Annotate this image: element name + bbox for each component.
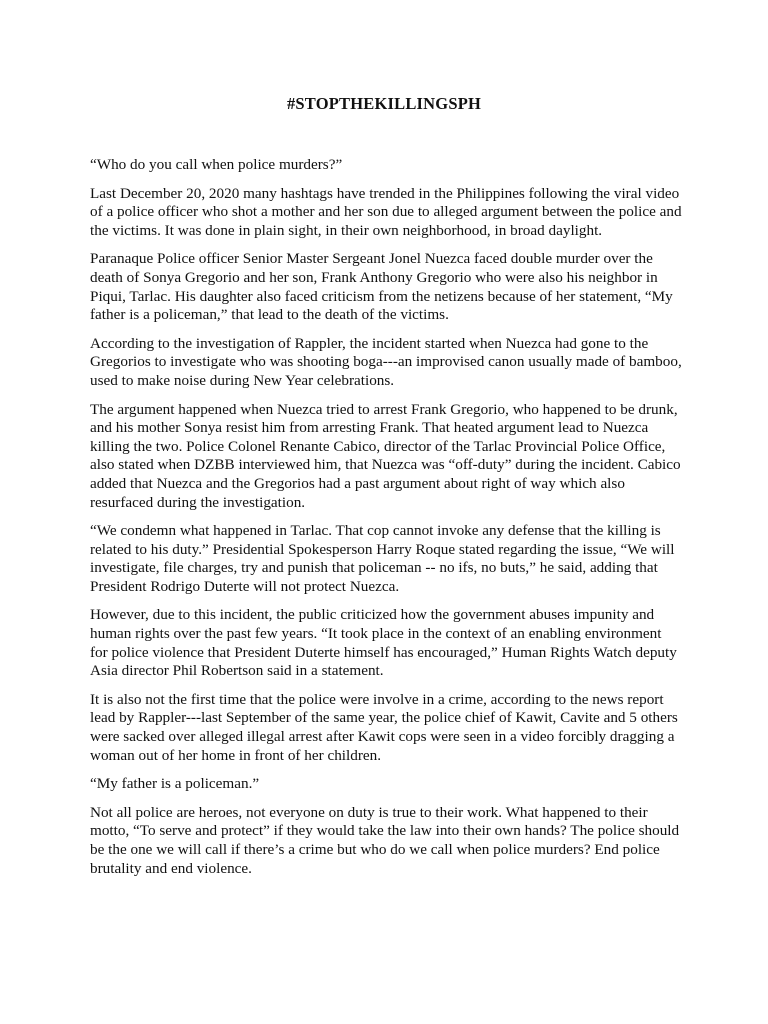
paragraph-line: Asia director Phil Robertson said in a statement. <box>90 662 384 680</box>
paragraph-line: Not all police are heroes, not everyone on duty is true to their work. What happened to their <box>90 803 648 821</box>
paragraph <box>90 522 690 596</box>
paragraph-line: “We condemn what happened in Tarlac. That cop cannot invoke any defense that the killing is <box>90 522 661 540</box>
paragraph-line: motto, “To serve and protect” if they would take the law into their own hands? The police should <box>90 822 680 840</box>
paragraph <box>90 156 690 175</box>
document-body <box>90 156 690 888</box>
paragraph-line: Piqui, Tarlac. His daughter also faced criticism from the netizens because of her statement, “My <box>90 287 673 305</box>
paragraph <box>90 775 690 794</box>
paragraph-line: also stated when DZBB interviewed him, that Nuezca was “off-duty” during the incident. Cabico <box>90 456 681 474</box>
paragraph-line: of a police officer who shot a mother and her son due to alleged argument between the police and <box>90 203 682 221</box>
paragraph <box>90 335 690 391</box>
paragraph-line: for police violence that President Duterte himself has encouraged,” Human Rights Watch deputy <box>90 643 677 661</box>
paragraph-line: the victims. It was done in plain sight, in their own neighborhood, in broad daylight. <box>90 221 603 239</box>
paragraph-line: and his mother Sonya resist him from arresting Frank. That heated argument lead to Nuezca <box>90 419 649 437</box>
document-title: #STOPTHEKILLINGSPH <box>286 94 482 113</box>
paragraph-line: used to make noise during New Year celebrations. <box>90 371 395 389</box>
paragraph-line: The argument happened when Nuezca tried to arrest Frank Gregorio, who happened to be drunk, <box>90 400 678 418</box>
paragraph <box>90 185 690 241</box>
paragraph-line: were sacked over alleged illegal arrest after Kawit cops were seen in a video forcibly dragging a <box>90 728 675 746</box>
paragraph-line: It is also not the first time that the police were involve in a crime, according to the news report <box>90 690 664 708</box>
paragraph <box>90 691 690 765</box>
paragraph-line: “Who do you call when police murders?” <box>90 156 343 173</box>
paragraph-line: human rights over the past few years. “It took place in the context of an enabling environment <box>90 625 662 643</box>
paragraph-line: woman out of her home in front of her children. <box>90 746 382 764</box>
paragraph-line: killing the two. Police Colonel Renante Cabico, director of the Tarlac Provincial Police Office, <box>90 437 666 455</box>
paragraph-line: President Rodrigo Duterte will not protect Nuezca. <box>90 577 400 595</box>
paragraph-line: resurfaced during the investigation. <box>90 493 306 511</box>
paragraph-line: Last December 20, 2020 many hashtags have trended in the Philippines following the viral video <box>90 184 680 202</box>
paragraph-line: death of Sonya Gregorio and her son, Frank Anthony Gregorio who were also his neighbor in <box>90 268 658 286</box>
paragraph <box>90 804 690 878</box>
paragraph-line: be the one we will call if there’s a crime but who do we call when police murders? End police <box>90 841 660 858</box>
paragraph-line: added that Nuezca and the Gregorios had a past argument about right of way which also <box>90 474 625 492</box>
paragraph-line: lead by Rappler---last September of the same year, the police chief of Kawit, Cavite and 5 others <box>90 709 678 727</box>
paragraph <box>90 606 690 680</box>
paragraph-line: Gregorios to investigate who was shooting boga---an improvised canon usually made of bamboo, <box>90 353 682 371</box>
paragraph-line: Paranaque Police officer Senior Master Sergeant Jonel Nuezca faced double murder over the <box>90 250 653 268</box>
paragraph-line: related to his duty.” Presidential Spokesperson Harry Roque stated regarding the issue, “We will <box>90 540 675 558</box>
paragraph <box>90 250 690 324</box>
paragraph-line: According to the investigation of Rappler, the incident started when Nuezca had gone to the <box>90 334 649 352</box>
paragraph <box>90 401 690 513</box>
paragraph-line: brutality and end violence. <box>90 859 252 877</box>
paragraph-line: However, due to this incident, the public criticized how the government abuses impunity and <box>90 606 655 624</box>
paragraph-line: father is a policeman,” that lead to the death of the victims. <box>90 306 449 324</box>
paragraph-line: investigate, file charges, try and punish that policeman -- no ifs, no buts,” he said, adding that <box>90 559 658 577</box>
paragraph-line: “My father is a policeman.” <box>90 775 260 793</box>
